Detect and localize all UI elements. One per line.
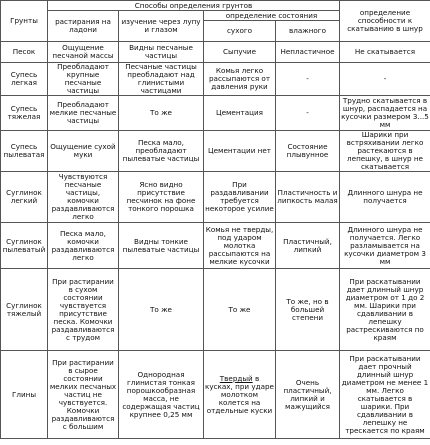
dry-cell: Цементация xyxy=(204,96,276,131)
wet-cell: Пластичный, липкий xyxy=(276,223,340,269)
dry-cell: Комья не тверды, под ударом молотка рассыпаются на мелкие кусочки xyxy=(204,223,276,269)
soil-name: Глины xyxy=(1,351,48,439)
table-row xyxy=(1,96,430,131)
table-row xyxy=(1,63,430,96)
header-dry: сухого xyxy=(204,21,276,42)
table-row xyxy=(1,223,430,269)
header-soil: Грунты xyxy=(1,1,48,42)
header-palm: растирания на ладони xyxy=(48,11,119,42)
header-row-top xyxy=(1,1,430,11)
header-state-group: определение состояния xyxy=(204,11,340,21)
soil-name: Песок xyxy=(1,42,48,63)
dry-cell: Цементации нет xyxy=(204,131,276,172)
table-row xyxy=(1,172,430,223)
header-wet: влажного xyxy=(276,21,340,42)
wet-cell: - xyxy=(276,63,340,96)
soil-name: Суглинок пылеватый xyxy=(1,223,48,269)
palm-cell: Ощущение сухой муки xyxy=(48,131,119,172)
wet-cell: Очень пластичный, липкий и мажущийся xyxy=(276,351,340,439)
eye-cell: Видны песчаные частицы xyxy=(119,42,204,63)
eye-cell: Песка мало, преобладают пылеватые частицы xyxy=(119,131,204,172)
palm-cell: Песка мало, комочки раздавливаются легко xyxy=(48,223,119,269)
palm-cell: Ощущение песчаной массы xyxy=(48,42,119,63)
header-eye: изучение через лупу и глазом xyxy=(119,11,204,42)
palm-cell: Преобладают мелкие песчаные частицы xyxy=(48,96,119,131)
palm-cell: Чувствуются песчаные частицы, комочки раздавливаются легко xyxy=(48,172,119,223)
soil-name: Суглинок легкий xyxy=(1,172,48,223)
dry-cell-rest: в кусках, при ударе молотком колется на отдельные куски xyxy=(205,373,274,415)
wet-cell: Состояние плывунное xyxy=(276,131,340,172)
soil-name: Супесь пылеватая xyxy=(1,131,48,172)
header-roll: определение способности к скатыванию в шнур xyxy=(340,1,430,42)
eye-cell: То же xyxy=(119,269,204,351)
eye-cell: Видны тонкие пылеватые частицы xyxy=(119,223,204,269)
wet-cell: - xyxy=(276,96,340,131)
soil-name: Супесь легкая xyxy=(1,63,48,96)
palm-cell: При растирании в сырое состоянии мелких песчаных частиц не чувствуется. Комочки раздавливаются с большим xyxy=(48,351,119,439)
dry-cell: При раздавливании требуется некоторое усилие xyxy=(204,172,276,223)
wet-cell: То же, но в большей степени xyxy=(276,269,340,351)
wet-cell: Пластичность и липкость малая xyxy=(276,172,340,223)
table-row xyxy=(1,131,430,172)
eye-cell: Ясно видно присутствие песчинок на фоне тонкого порошка xyxy=(119,172,204,223)
dry-cell: Сыпучие xyxy=(204,42,276,63)
eye-cell: Однородная глинистая тонкая порошкообразная масса, не содержащая частиц крупнее 0,25 мм xyxy=(119,351,204,439)
eye-cell: То же xyxy=(119,96,204,131)
eye-cell: Песчаные частицы преобладают над глинистыми частицами xyxy=(119,63,204,96)
roll-cell: - xyxy=(340,63,430,96)
soil-name: Суглинок тяжелый xyxy=(1,269,48,351)
palm-cell: Преобладают крупные песчаные частицы xyxy=(48,63,119,96)
dry-cell-underlined: Твердый xyxy=(219,373,253,383)
roll-cell: Трудно скатывается в шнур, распадается на кусочки размером 3...5 мм xyxy=(341,96,429,129)
soil-name: Супесь тяжелая xyxy=(1,96,48,131)
roll-cell: Длинного шнура не получается xyxy=(340,172,430,223)
roll-cell: Шарики при встряхивании легко растекаются в лепешку, в шнур не скатывается xyxy=(340,131,430,172)
wet-cell: Непластичное xyxy=(276,42,340,63)
palm-cell: При растирании в сухом состоянии чувствуется присутствие песка. Комочки раздавливаются с трудом xyxy=(48,269,119,351)
table-row xyxy=(1,269,430,351)
dry-cell: То же xyxy=(204,269,276,351)
dry-cell: Комья легко рассыпаются от давления руки xyxy=(204,63,276,96)
roll-cell: При раскатывании дает прочный длинный шнур диаметром не менее 1 мм. Легко скатывается в шарики. При сдавливании в лепешку не трескается по краям xyxy=(340,351,430,439)
dry-cell xyxy=(204,351,276,439)
table-row xyxy=(1,351,430,439)
roll-cell: Длинного шнура не получается. Легко разламывается на кусочки диаметром 3 мм xyxy=(340,223,430,269)
roll-cell: Не скатывается xyxy=(340,42,430,63)
roll-cell: При раскатывании дает длинный шнур диаметром от 1 до 2 мм. Шарики при сдавливании в лепешку растрескиваются по краям xyxy=(340,269,430,351)
header-methods-group: Способы определения грунтов xyxy=(48,1,340,11)
table-row xyxy=(1,42,430,63)
